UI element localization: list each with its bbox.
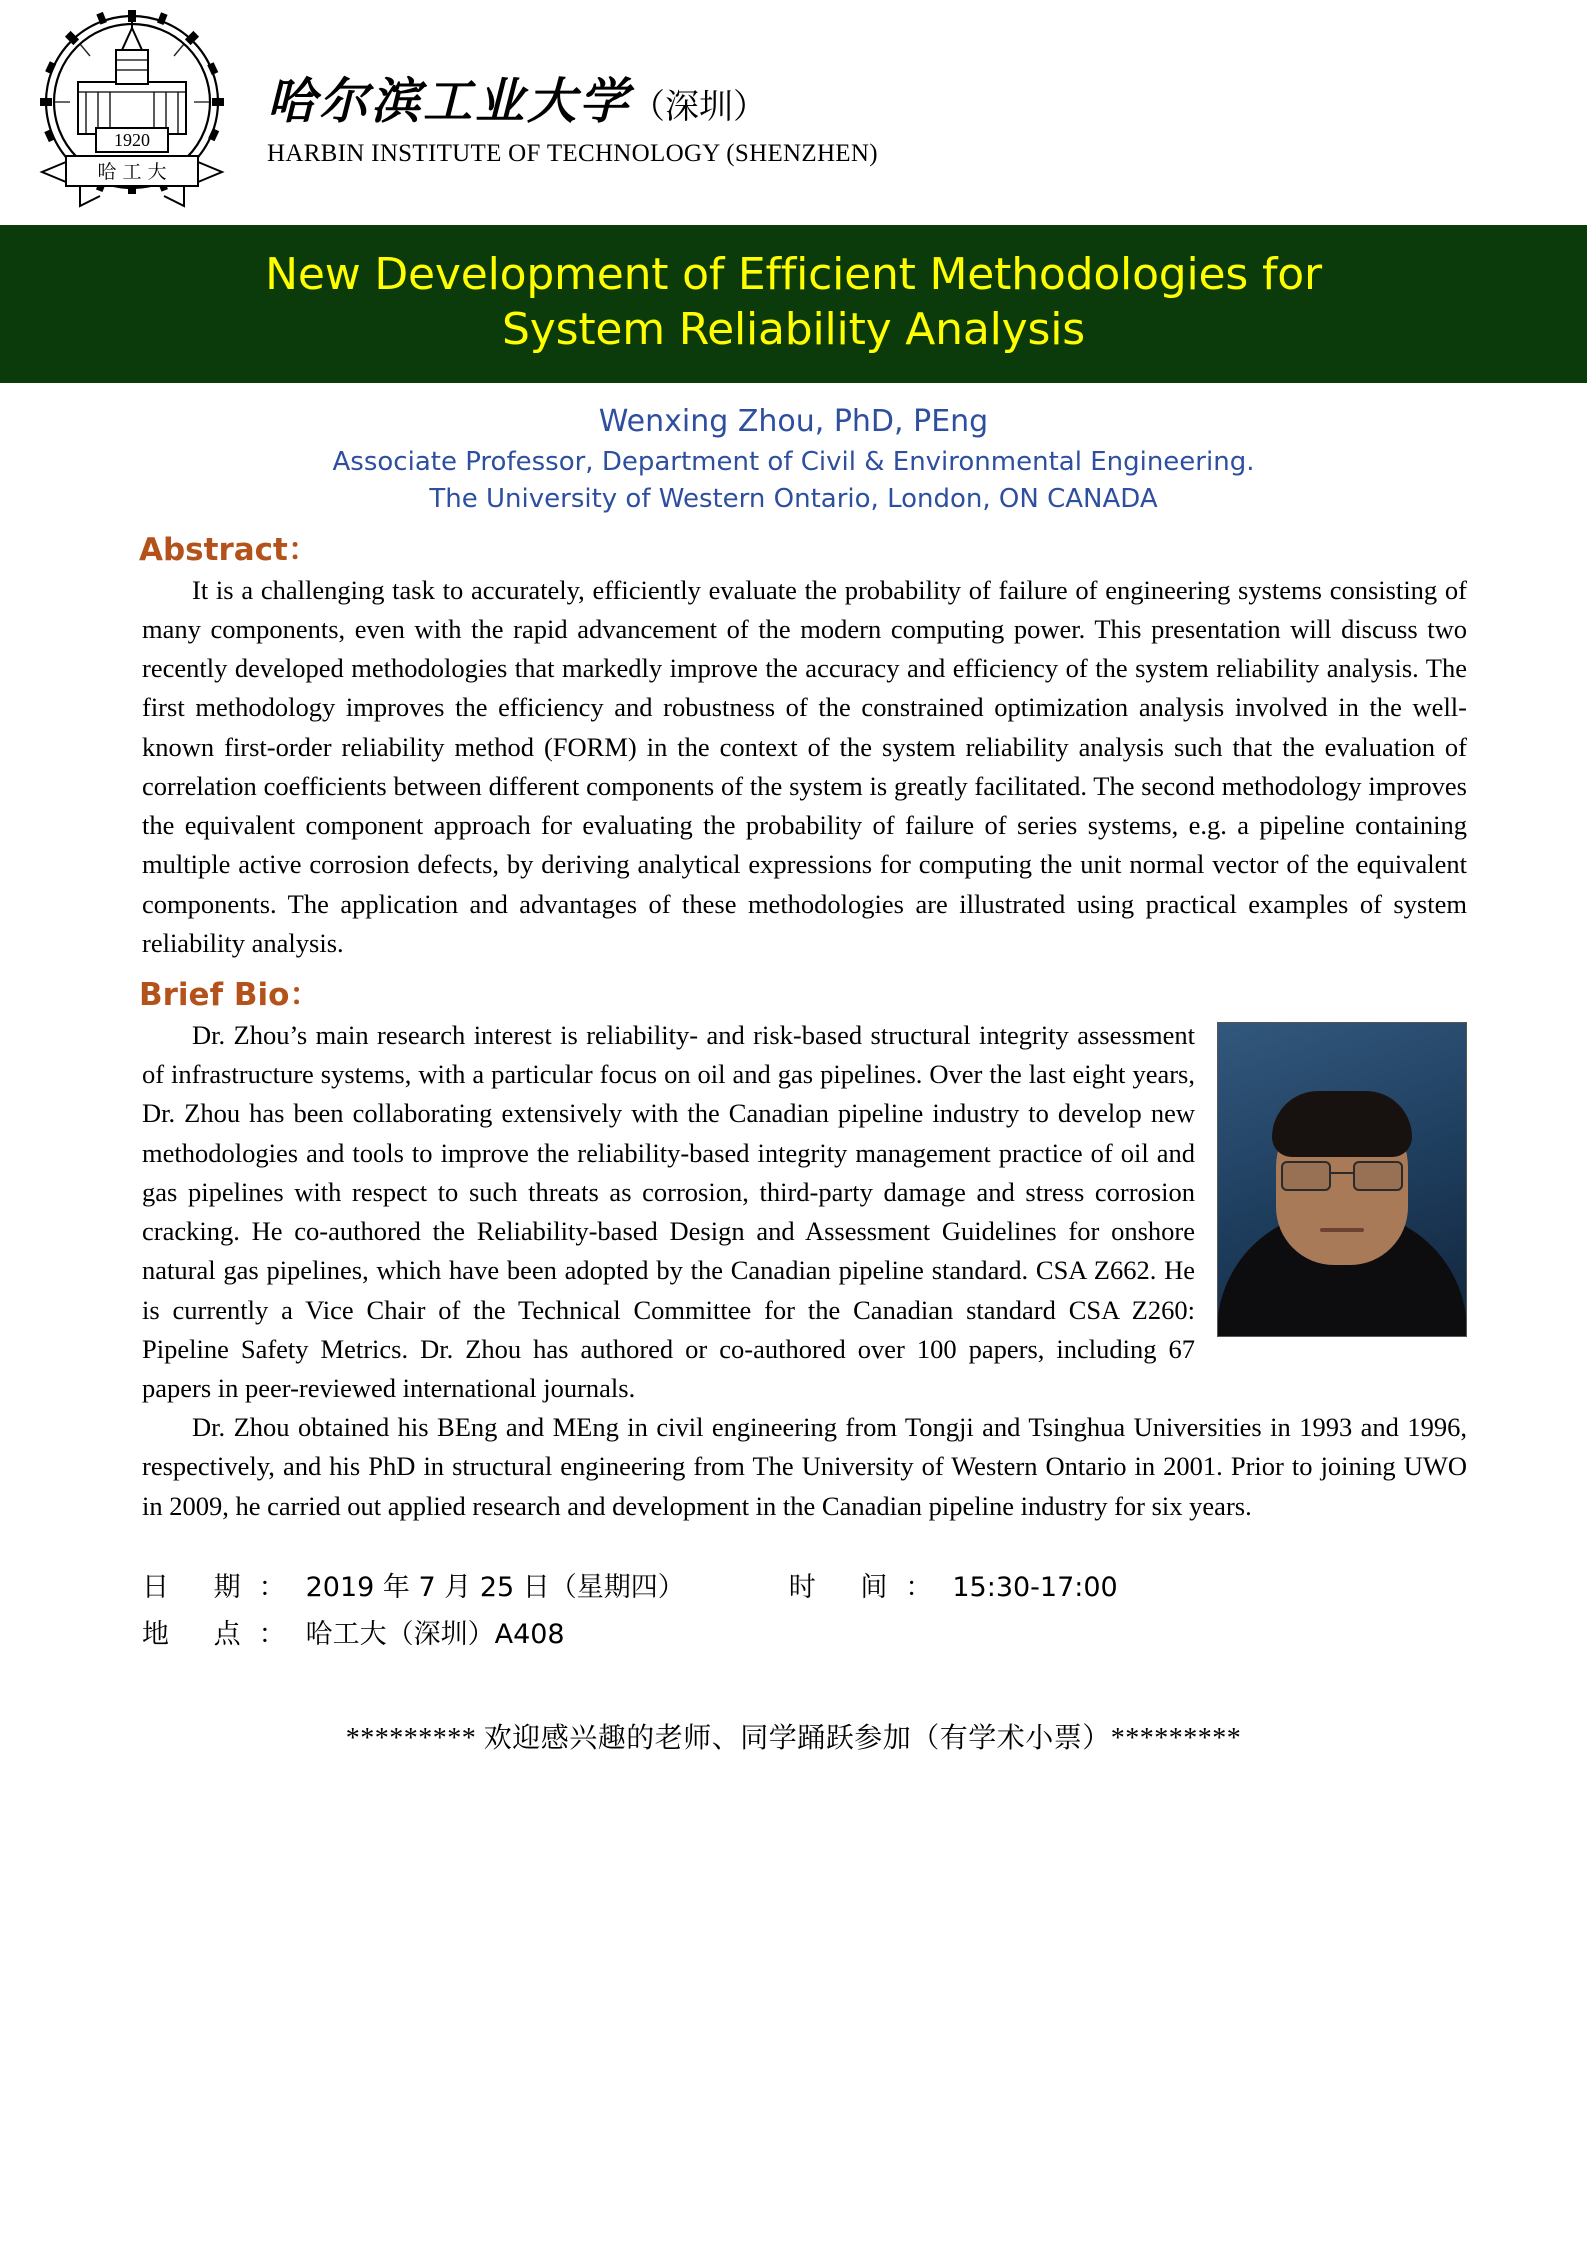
event-date-row (142, 1564, 1467, 1611)
speaker-portrait (1217, 1022, 1467, 1337)
speaker-affiliation-line2: The University of Western Ontario, London, ON CANADA (429, 483, 1158, 514)
abstract-heading: Abstract： (139, 531, 319, 568)
document-body (0, 524, 1587, 1526)
bio-paragraph-2: Dr. Zhou obtained his BEng and MEng in civil engineering from Tongji and Tsinghua Universities in 1993 and 1996, respectively, and his PhD in structural engineering from The University of Western Ontario in 2001. Prior to joining UWO in 2009, he carried out applied research and development in the Canadian pipeline industry for six years. (142, 1412, 1467, 1521)
university-name-cn-main: 哈尔滨工业大学 (267, 71, 632, 130)
event-date-value: 2019 年 7 月 25 日（星期四） (305, 1571, 685, 1603)
event-place-label: 地 点： (142, 1619, 304, 1651)
hit-crest-logo (10, 5, 255, 220)
page-title-line1: New Development of Efficient Methodologies for (265, 249, 1322, 300)
university-name-cn (267, 71, 878, 130)
glasses-lens-left (1281, 1161, 1331, 1191)
event-details (0, 1564, 1587, 1659)
university-name-en: HARBIN INSTITUTE OF TECHNOLOGY (SHENZHEN) (267, 140, 878, 168)
page-title (60, 247, 1527, 357)
letterhead (0, 0, 1587, 225)
glasses-bridge (1331, 1172, 1353, 1174)
event-date-label: 日 期： (142, 1571, 304, 1603)
university-names (267, 57, 878, 169)
speaker-affiliation-line1: Associate Professor, Department of Civil & Environmental Engineering. (332, 447, 1255, 477)
event-time-label: 时 间： (788, 1571, 951, 1603)
bio-heading: Brief Bio： (139, 977, 321, 1013)
glasses-lens-right (1353, 1161, 1403, 1191)
logo-year-text: 1920 (114, 130, 150, 150)
portrait-hair (1272, 1091, 1412, 1157)
title-band (0, 225, 1587, 383)
abstract-text: It is a challenging task to accurately, efficiently evaluate the probability of failure of engineering systems consisting of many components, even with the rapid advancement of the modern computing power. This presentation will discuss two recently developed methodologies that markedly improve the accuracy and efficiency of the system reliability analysis. The first methodology improves the efficiency and robustness of the constrained optimization analysis involved in the well-known first-order reliability method (FORM) in the context of the system reliability analysis such that the evaluation of correlation coefficients between different components of the system is greatly facilitated. The second methodology improves the equivalent component approach for evaluating the probability of failure of series systems, e.g. a pipeline containing multiple active corrosion defects, by deriving analytical expressions for computing the unit normal vector of the equivalent components. The application and advantages of these methodologies are illustrated using practical examples of system reliability analysis. (142, 574, 1467, 958)
portrait-mouth (1320, 1228, 1364, 1232)
footer-note: ********* 欢迎感兴趣的老师、同学踊跃参加（有学术小票）********* (345, 1723, 1242, 1755)
event-place-row (142, 1611, 1467, 1658)
speaker-name: Wenxing Zhou, PhD, PEng (598, 404, 989, 439)
event-place-value: 哈工大（深圳）A408 (305, 1619, 565, 1651)
event-time-value: 15:30-17:00 (952, 1571, 1118, 1603)
bio-paragraph-1: Dr. Zhou’s main research interest is reliability- and risk-based structural integrity assessment of infrastructure systems, with a particular focus on oil and gas pipelines. Over the last eight years, Dr. Zhou has been collaborating extensively with the Canadian pipeline industry to develop new methodologies and tools to improve the reliability-based integrity management practice of oil and gas pipelines with respect to such threats as corrosion, third-party damage and stress corrosion cracking. He co-authored the Reliability-based Design and Assessment Guidelines for onshore natural gas pipelines, which have been adopted by the Canadian pipeline standard. CSA Z662. He is currently a Vice Chair of the Technical Committee for the Canadian standard CSA Z260: Pipeline Safety Metrics. Dr. Zhou has authored or co-authored over 100 papers, including 67 papers in peer-reviewed international journals. (142, 1020, 1195, 1403)
university-name-cn-suffix: （深圳） (631, 86, 768, 127)
portrait-glasses (1279, 1161, 1405, 1187)
speaker-block (0, 383, 1587, 518)
logo-cn-short-text: 哈 工 大 (97, 161, 167, 183)
page-title-line2: System Reliability Analysis (502, 304, 1085, 355)
